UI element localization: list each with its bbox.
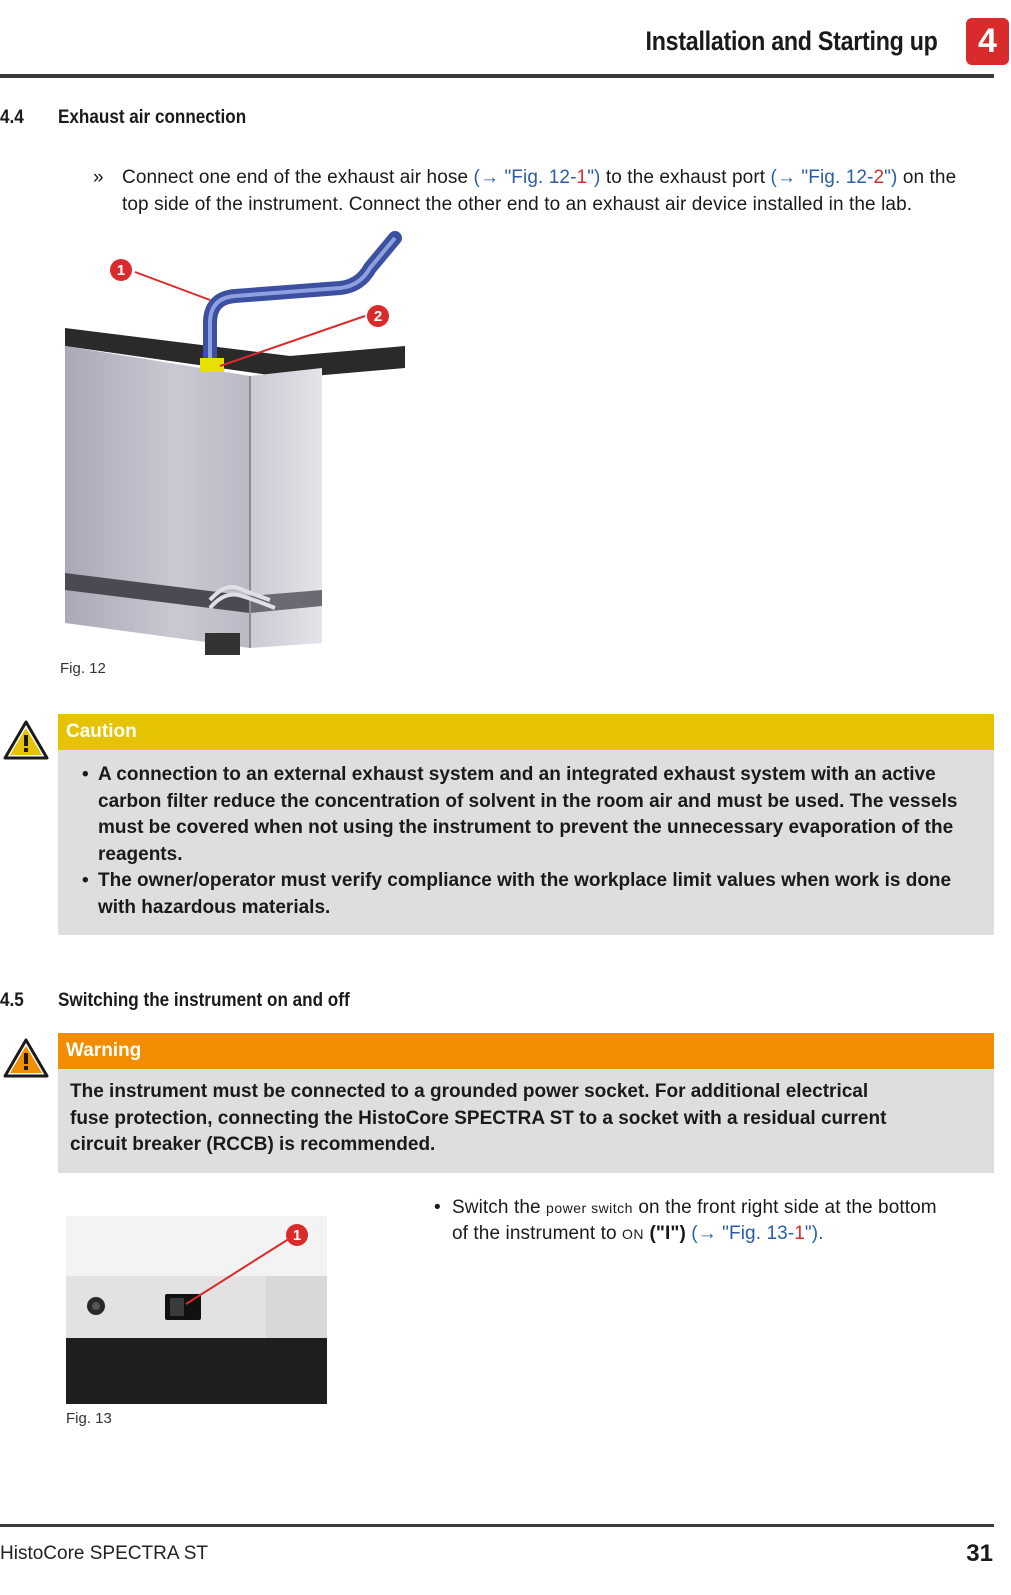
caution-warning-icon [2, 719, 50, 761]
header-rule [0, 74, 994, 78]
footer-product-name: HistoCore SPECTRA ST [0, 1543, 208, 1564]
callout-1: 1 [110, 259, 132, 281]
warning-icon [2, 1037, 50, 1079]
figure-13-image [66, 1216, 327, 1404]
section-number: 4.4 [0, 107, 24, 128]
caution-bullet: • The owner/operator must verify compliance with the workplace limit values when work is done with hazardous materials. [58, 868, 980, 921]
caution-list [58, 762, 980, 921]
page-header-title: Installation and Starting up [645, 26, 938, 56]
figure-reference-link[interactable]: (→ "Fig. 13-1"). [691, 1223, 824, 1244]
figure-reference-link[interactable]: (→ "Fig. 12-2") [770, 167, 898, 188]
on-value: ("I") [649, 1223, 686, 1244]
warning-text: The instrument must be connected to a grounded power socket. For additional electrical fuse protection, connecting the HistoCore SPECTRA ST to a socket with a residual current circuit breaker (RCCB) is recommended. [70, 1081, 887, 1155]
figure-reference-link[interactable]: (→ "Fig. 12-1") [473, 167, 601, 188]
section-number: 4.5 [0, 990, 24, 1011]
callout-1: 1 [286, 1224, 308, 1246]
step-text-part: on the front right side at the bottom [638, 1197, 937, 1218]
switch-step-text-line2 [452, 1221, 824, 1247]
step-text-part: on the [902, 167, 957, 188]
callout-2: 2 [367, 305, 389, 327]
warning-body [58, 1069, 994, 1173]
warning-header: Warning [58, 1033, 994, 1069]
step-text-part: to the exhaust port [605, 167, 766, 188]
ui-term-power-switch: power switch [546, 1200, 633, 1216]
figure-caption: Fig. 12 [60, 660, 106, 677]
page-number: 31 [966, 1540, 993, 1567]
step-marker: » [93, 167, 104, 188]
figure-caption: Fig. 13 [66, 1410, 112, 1427]
step-text-part: of the instrument to [452, 1223, 617, 1244]
footer-rule [0, 1524, 994, 1527]
step-text-part: Connect one end of the exhaust air hose [122, 167, 469, 188]
caution-bullet: • A connection to an external exhaust system and an integrated exhaust system with an active carbon filter reduce the concentration of solvent in the room air and must be used. The vessels must be covered when not using the instrument to prevent the unnecessary evaporation of the reagents. [58, 762, 980, 868]
step-text [122, 165, 992, 191]
ui-term-on: ON [622, 1226, 645, 1242]
bullet-marker: • [434, 1197, 441, 1218]
caution-header: Caution [58, 714, 994, 750]
step-text-line2: top side of the instrument. Connect the other end to an exhaust air device installed in the lab. [122, 194, 913, 215]
section-title: Exhaust air connection [58, 107, 247, 128]
step-text-part: Switch the [452, 1197, 541, 1218]
section-title: Switching the instrument on and off [58, 990, 350, 1011]
figure-12-image [60, 228, 405, 658]
caution-body [58, 750, 994, 935]
switch-step-text [452, 1195, 992, 1221]
chapter-badge: 4 [966, 18, 1009, 65]
